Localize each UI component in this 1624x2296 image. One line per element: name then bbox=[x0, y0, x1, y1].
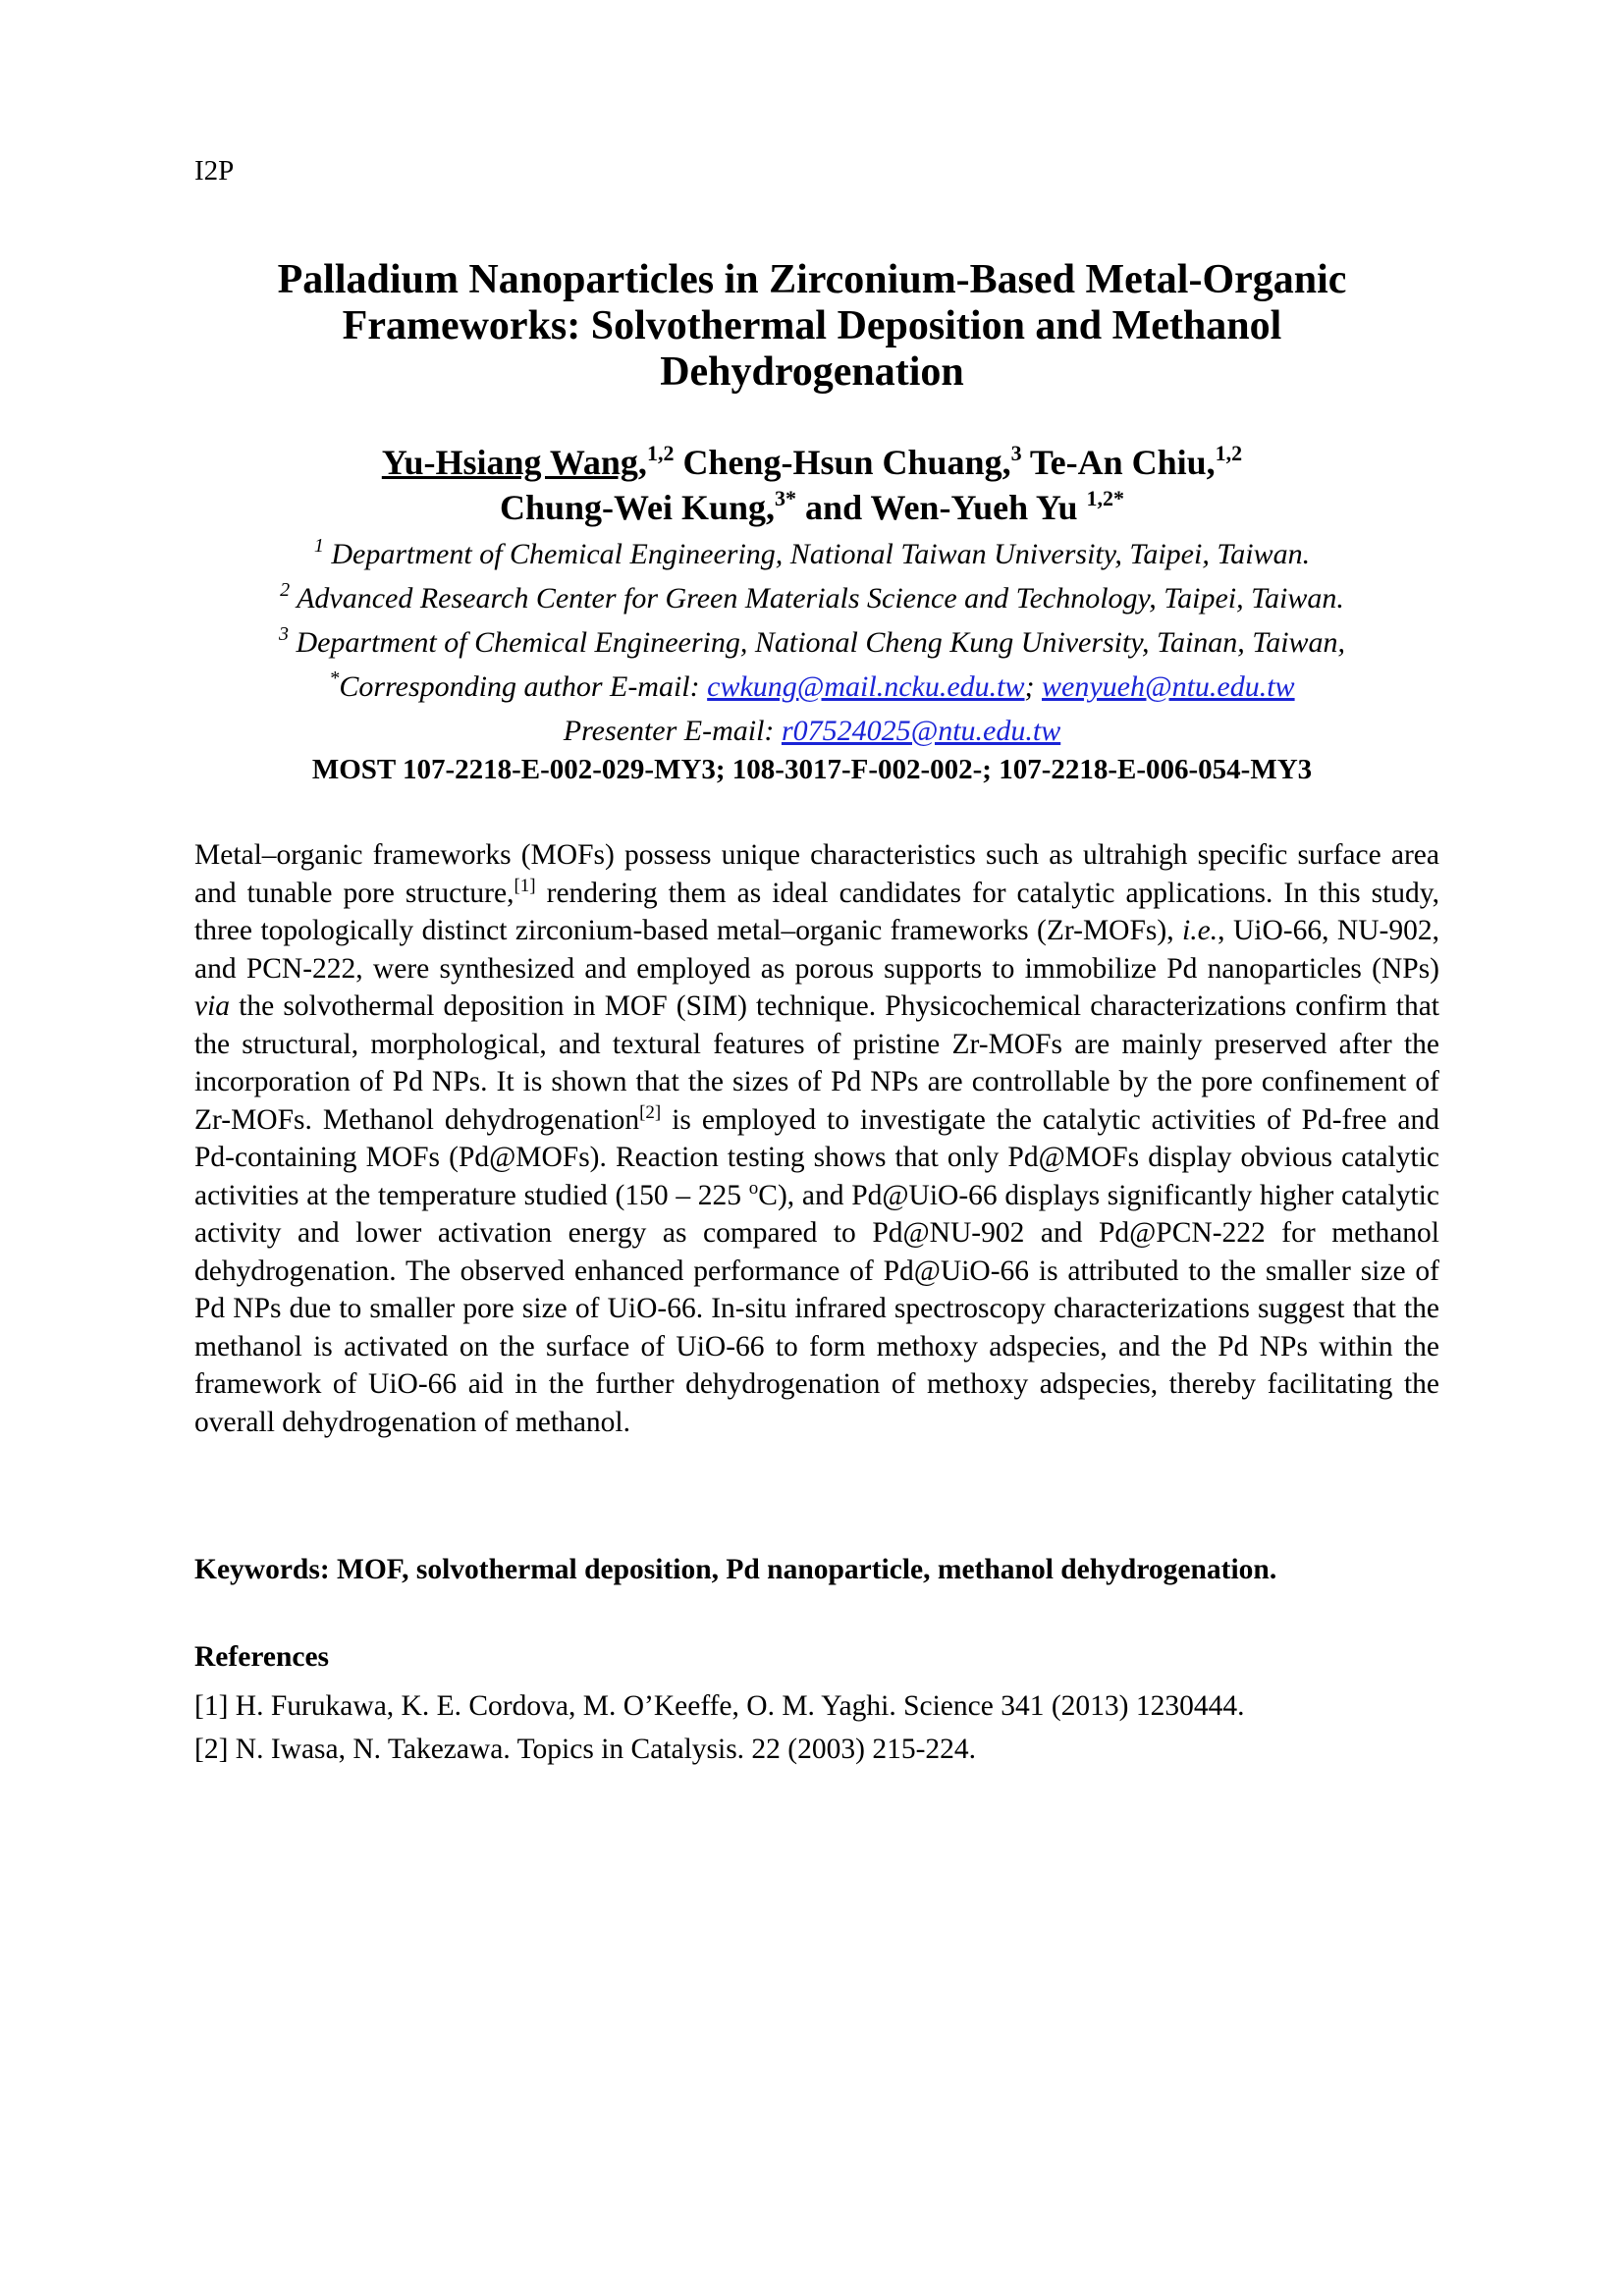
reference-item: [1] H. Furukawa, K. E. Cordova, M. O’Keeffe, O. M. Yaghi. Science 341 (2013) 1230444. bbox=[194, 1690, 1245, 1722]
reference-list bbox=[194, 1684, 1244, 1771]
author-affil-mark: 1,2 bbox=[1215, 441, 1243, 465]
paper-title: Palladium Nanoparticles in Zirconium-Based Metal-Organic Frameworks: Solvothermal Deposition and Methanol Dehydrogenation bbox=[277, 257, 1347, 395]
presenter-email-link[interactable]: r07524025@ntu.edu.tw bbox=[781, 715, 1061, 747]
author-affil-mark: 1,2 bbox=[646, 441, 675, 465]
abstract-text: , UiO-66, NU-902, and PCN-222, were synthesized and employed as porous supports to immobilize Pd nanoparticles (NPs) bbox=[194, 915, 1439, 985]
presenter-email-line bbox=[147, 709, 1477, 753]
author-name-presenter: Yu-Hsiang Wang, bbox=[381, 443, 647, 482]
author-affil-mark: 3* bbox=[775, 486, 797, 510]
author-affil-mark: 1,2* bbox=[1086, 486, 1125, 510]
author-affil-mark: 3 bbox=[1010, 441, 1022, 465]
affiliation-line bbox=[147, 620, 1477, 665]
reference-item: [2] N. Iwasa, N. Takezawa. Topics in Catalysis. 22 (2003) 215-224. bbox=[194, 1734, 977, 1765]
keywords: Keywords: MOF, solvothermal deposition, Pd nanoparticle, methanol dehydrogenation. bbox=[194, 1554, 1277, 1585]
citation-ref: [2] bbox=[639, 1101, 662, 1123]
references-heading: References bbox=[194, 1641, 330, 1673]
abstract-text: Metal–organic frameworks (MOFs) possess unique characteristics such as ultrahigh specific surface area and tunable pore structure, bbox=[194, 839, 1439, 909]
email-separator: ; bbox=[1024, 670, 1043, 703]
affiliation-text: Department of Chemical Engineering, National Cheng Kung University, Tainan, Taiwan, bbox=[296, 626, 1346, 659]
affiliation-number: 2 bbox=[280, 579, 291, 601]
abstract-text: the solvothermal deposition in MOF (SIM) technique. Physicochemical characterizations confirm that the structural, morphological, and textural features of pristine Zr-MOFs are mainly preserved after the incorporation of Pd NPs. It is shown that the sizes of Pd NPs are controllable by the pore confinement of Zr-MOFs. Methanol dehydrogenation bbox=[194, 990, 1439, 1136]
corresponding-author-line bbox=[147, 665, 1477, 709]
abstract-text: rendering them as ideal candidates for catalytic applications. In this study, three topologically distinct zirconium-based metal–organic frameworks (Zr-MOFs), bbox=[194, 877, 1439, 946]
corresponding-label: Corresponding author E-mail: bbox=[339, 670, 708, 703]
presenter-label: Presenter E-mail: bbox=[563, 715, 782, 747]
abstract-text: C), and Pd@UiO-66 displays significantly higher catalytic activity and lower activation energy as compared to Pd@NU-902 and Pd@PCN-222 for methanol dehydrogenation. The observed enhanced performance of Pd@UiO-66 is attributed to the smaller size of Pd NPs due to smaller pore size of UiO-66. In-situ infrared spectroscopy characterizations suggest that the methanol is activated on the surface of UiO-66 to form methoxy adspecies, and the Pd NPs within the framework of UiO-66 aid in the further dehydrogenation of methoxy adspecies, thereby facilitating the overall dehydrogenation of methanol. bbox=[194, 1179, 1439, 1438]
abstract-italic: via bbox=[194, 990, 231, 1022]
corresponding-email-link[interactable]: cwkung@mail.ncku.edu.tw bbox=[707, 670, 1025, 703]
citation-ref: [1] bbox=[514, 875, 536, 896]
affiliation-text: Advanced Research Center for Green Materials Science and Technology, Taipei, Taiwan. bbox=[297, 582, 1344, 614]
abstract-italic: i.e. bbox=[1182, 915, 1218, 946]
author-name: Te-An Chiu, bbox=[1029, 443, 1216, 482]
affiliation-line bbox=[147, 532, 1477, 576]
affiliation-number: 1 bbox=[313, 535, 324, 557]
affiliation-text: Department of Chemical Engineering, National Taiwan University, Taipei, Taiwan. bbox=[331, 538, 1311, 570]
abstract-body bbox=[194, 836, 1439, 1441]
abstract-text: is employed to investigate the catalytic activities of Pd-free and Pd-containing MOFs (Pd@MOFs). Reaction testing shows that only Pd@MOFs display obvious catalytic activities at the temperature studied (150 – 225 bbox=[194, 1103, 1439, 1211]
author-name: and Wen-Yueh Yu bbox=[805, 488, 1078, 527]
author-list bbox=[196, 440, 1428, 530]
grant-numbers: MOST 107-2218-E-002-029-MY3; 108-3017-F-002-002-; 107-2218-E-006-054-MY3 bbox=[311, 754, 1313, 785]
affiliation-block bbox=[147, 532, 1477, 753]
corresponding-email-link[interactable]: wenyueh@ntu.edu.tw bbox=[1042, 670, 1295, 703]
page-code: I2P bbox=[194, 155, 235, 187]
author-name: Cheng-Hsun Chuang, bbox=[682, 443, 1011, 482]
affiliation-line bbox=[147, 576, 1477, 620]
author-name: Chung-Wei Kung, bbox=[499, 488, 776, 527]
affiliation-number: 3 bbox=[278, 623, 289, 645]
corresponding-mark: * bbox=[329, 667, 340, 689]
degree-mark: o bbox=[748, 1177, 759, 1199]
